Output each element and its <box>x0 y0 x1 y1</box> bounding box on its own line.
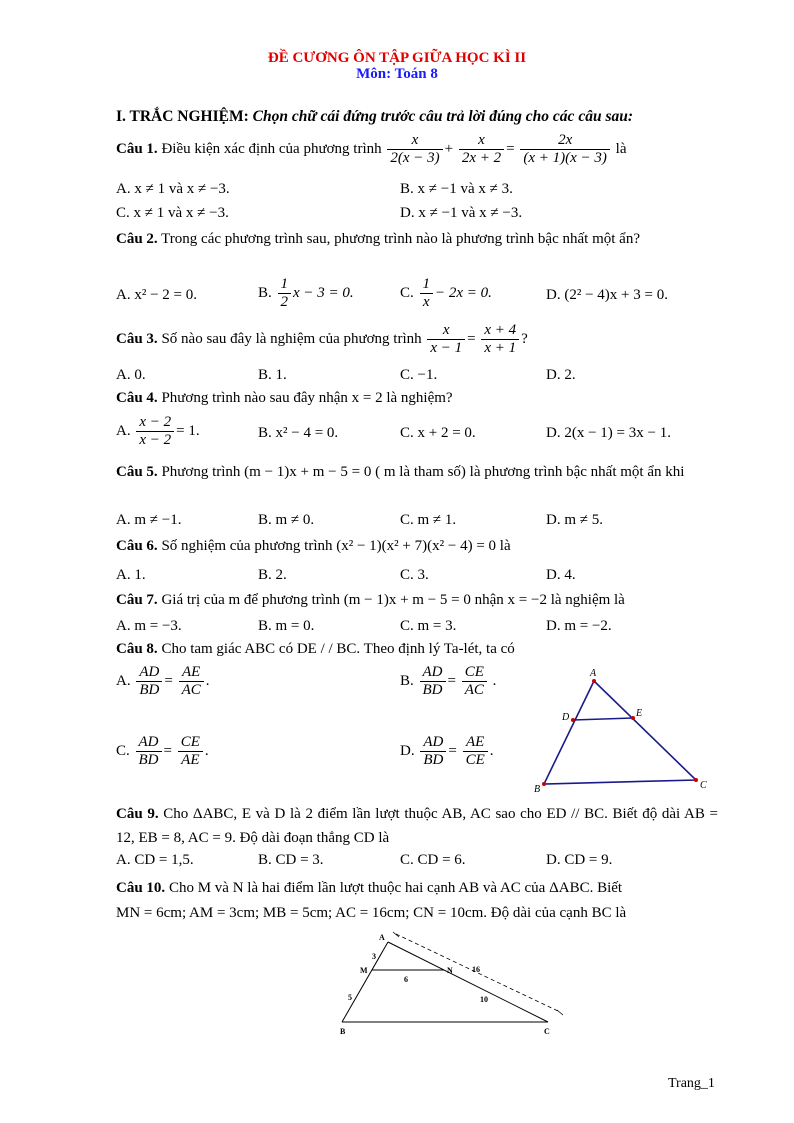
fig8-label-b: B <box>534 784 541 795</box>
q5-option-c: C. m ≠ 1. <box>400 512 457 528</box>
question-8: Câu 8. Cho tam giác ABC có DE / / BC. Theo định lý Ta-lét, ta có <box>116 641 515 657</box>
q4-option-b: B. x² − 4 = 0. <box>258 425 339 441</box>
question-5: Câu 5. Phương trình (m − 1)x + m − 5 = 0 ( m là tham số) là phương trình bậc nhất một ẩn khi <box>116 464 685 480</box>
q4-option-d: D. 2(x − 1) = 3x − 1. <box>546 425 671 441</box>
question-4: Câu 4. Phương trình nào sau đây nhận x = 2 là nghiệm? <box>116 390 453 406</box>
fig10-length-am: 3 <box>372 952 376 961</box>
q4-option-a: A. $\frac{x - 2}{x - 2}$ = 1. <box>116 414 200 448</box>
q9-option-b: B. CD = 3. <box>258 852 324 868</box>
q10-triangle-figure <box>330 928 580 1040</box>
q1-fraction-3: $\frac{2x}{(x + 1)(x - 3)}$ <box>520 132 610 167</box>
doc-title: ĐỀ CƯƠNG ÔN TẬP GIỮA HỌC KÌ II <box>267 50 527 66</box>
q2-option-a: A. x² − 2 = 0. <box>116 287 197 303</box>
fig8-label-d: D <box>562 712 570 723</box>
question-1: Câu 1. Điều kiện xác định của phương trình $\frac{x}{2(x - 3)}$ + $\frac{x}{2x + 2}$ = $\frac{2x}{(x + 1)(x - 3)}$ là <box>116 132 627 166</box>
question-10: Câu 10. Cho M và N là hai điểm lần lượt thuộc hai cạnh AB và AC của ΔABC. Biết <box>116 880 623 896</box>
q7-option-c: C. m = 3. <box>400 618 457 634</box>
section-heading: I. TRẮC NGHIỆM: Chọn chữ cái đứng trước câu trả lời đúng cho các câu sau: <box>116 108 634 125</box>
q8-option-c: C. $\frac{AD}{BD}$ = $\frac{CE}{AE}$ . <box>116 734 209 768</box>
q8-triangle-figure <box>528 664 718 796</box>
page-number: Trang_1 <box>668 1076 715 1091</box>
question-7: Câu 7. Giá trị của m để phương trình (m − 1)x + m − 5 = 0 nhận x = −2 là nghiệm là <box>116 592 625 608</box>
q3-option-b: B. 1. <box>258 367 287 383</box>
fig8-label-e: E <box>636 708 643 719</box>
q1-fraction-2: $\frac{x}{2x + 2}$ <box>459 132 504 167</box>
q4-option-c: C. x + 2 = 0. <box>400 425 476 441</box>
q1-option-c: C. x ≠ 1 và x ≠ −3. <box>116 205 229 221</box>
fig8-label-a: A <box>590 668 597 679</box>
section-instruction: Chọn chữ cái đứng trước câu trả lời đúng cho các câu sau: <box>252 108 634 125</box>
q5-option-b: B. m ≠ 0. <box>258 512 315 528</box>
q6-option-c: C. 3. <box>400 567 429 583</box>
q7-option-a: A. m = −3. <box>116 618 182 634</box>
q9-option-d: D. CD = 9. <box>546 852 613 868</box>
fig10-label-n: N <box>447 966 453 975</box>
question-3: Câu 3. Số nào sau đây là nghiệm của phương trình $\frac{x}{x - 1}$ = $\frac{x + 4}{x + 1}$ ? <box>116 322 528 356</box>
question-9: Câu 9. Cho ΔABC, E và D là 2 điểm lần lượt thuộc AB, AC sao cho ED // BC. Biết độ dài AB = 12, EB = 8, AC = 9. Độ dài đoạn thẳng CD là <box>116 806 718 846</box>
fig10-label-b: B <box>340 1027 346 1036</box>
fig10-length-mn: 6 <box>404 975 408 984</box>
q1-option-d: D. x ≠ −1 và x ≠ −3. <box>400 205 523 221</box>
q1-fraction-1: $\frac{x}{2(x - 3)}$ <box>387 132 442 167</box>
question-2: Câu 2. Trong các phương trình sau, phương trình nào là phương trình bậc nhất một ẩn? <box>116 231 640 247</box>
q1-option-b: B. x ≠ −1 và x ≠ 3. <box>400 181 513 197</box>
fig8-label-c: C <box>700 780 707 791</box>
q8-option-a: A. $\frac{AD}{BD}$ = $\frac{AE}{AC}$ . <box>116 664 210 698</box>
q5-option-d: D. m ≠ 5. <box>546 512 603 528</box>
fig10-length-mb: 5 <box>348 993 352 1002</box>
q3-option-a: A. 0. <box>116 367 146 383</box>
fig10-length-ac: 16 <box>472 965 480 974</box>
q3-option-c: C. −1. <box>400 367 438 383</box>
q7-option-b: B. m = 0. <box>258 618 315 634</box>
q7-option-d: D. m = −2. <box>546 618 612 634</box>
q2-option-b: B. $\frac{1}{2}$ x − 3 = 0. <box>258 276 354 310</box>
q8-option-d: D. $\frac{AD}{BD}$ = $\frac{AE}{CE}$ . <box>400 734 494 768</box>
doc-subject: Môn: Toán 8 <box>356 66 438 82</box>
q6-option-a: A. 1. <box>116 567 146 583</box>
fig10-label-m: M <box>360 966 368 975</box>
q9-option-c: C. CD = 6. <box>400 852 466 868</box>
q9-option-a: A. CD = 1,5. <box>116 852 194 868</box>
q6-option-d: D. 4. <box>546 567 576 583</box>
q5-option-a: A. m ≠ −1. <box>116 512 182 528</box>
q2-option-c: C. $\frac{1}{x}$ − 2x = 0. <box>400 276 492 310</box>
q2-option-d: D. (2² − 4)x + 3 = 0. <box>546 287 668 303</box>
fig10-label-c: C <box>544 1027 550 1036</box>
q1-option-a: A. x ≠ 1 và x ≠ −3. <box>116 181 230 197</box>
question-6: Câu 6. Số nghiệm của phương trình (x² − 1)(x² + 7)(x² − 4) = 0 là <box>116 538 511 554</box>
fig10-length-cn: 10 <box>480 995 488 1004</box>
q6-option-b: B. 2. <box>258 567 287 583</box>
q3-option-d: D. 2. <box>546 367 576 383</box>
question-10-line-2: MN = 6cm; AM = 3cm; MB = 5cm; AC = 16cm; CN = 10cm. Độ dài của cạnh BC là <box>116 905 627 921</box>
q8-option-b: B. $\frac{AD}{BD}$ = $\frac{CE}{AC}$ . <box>400 664 497 698</box>
fig10-label-a: A <box>379 933 385 942</box>
